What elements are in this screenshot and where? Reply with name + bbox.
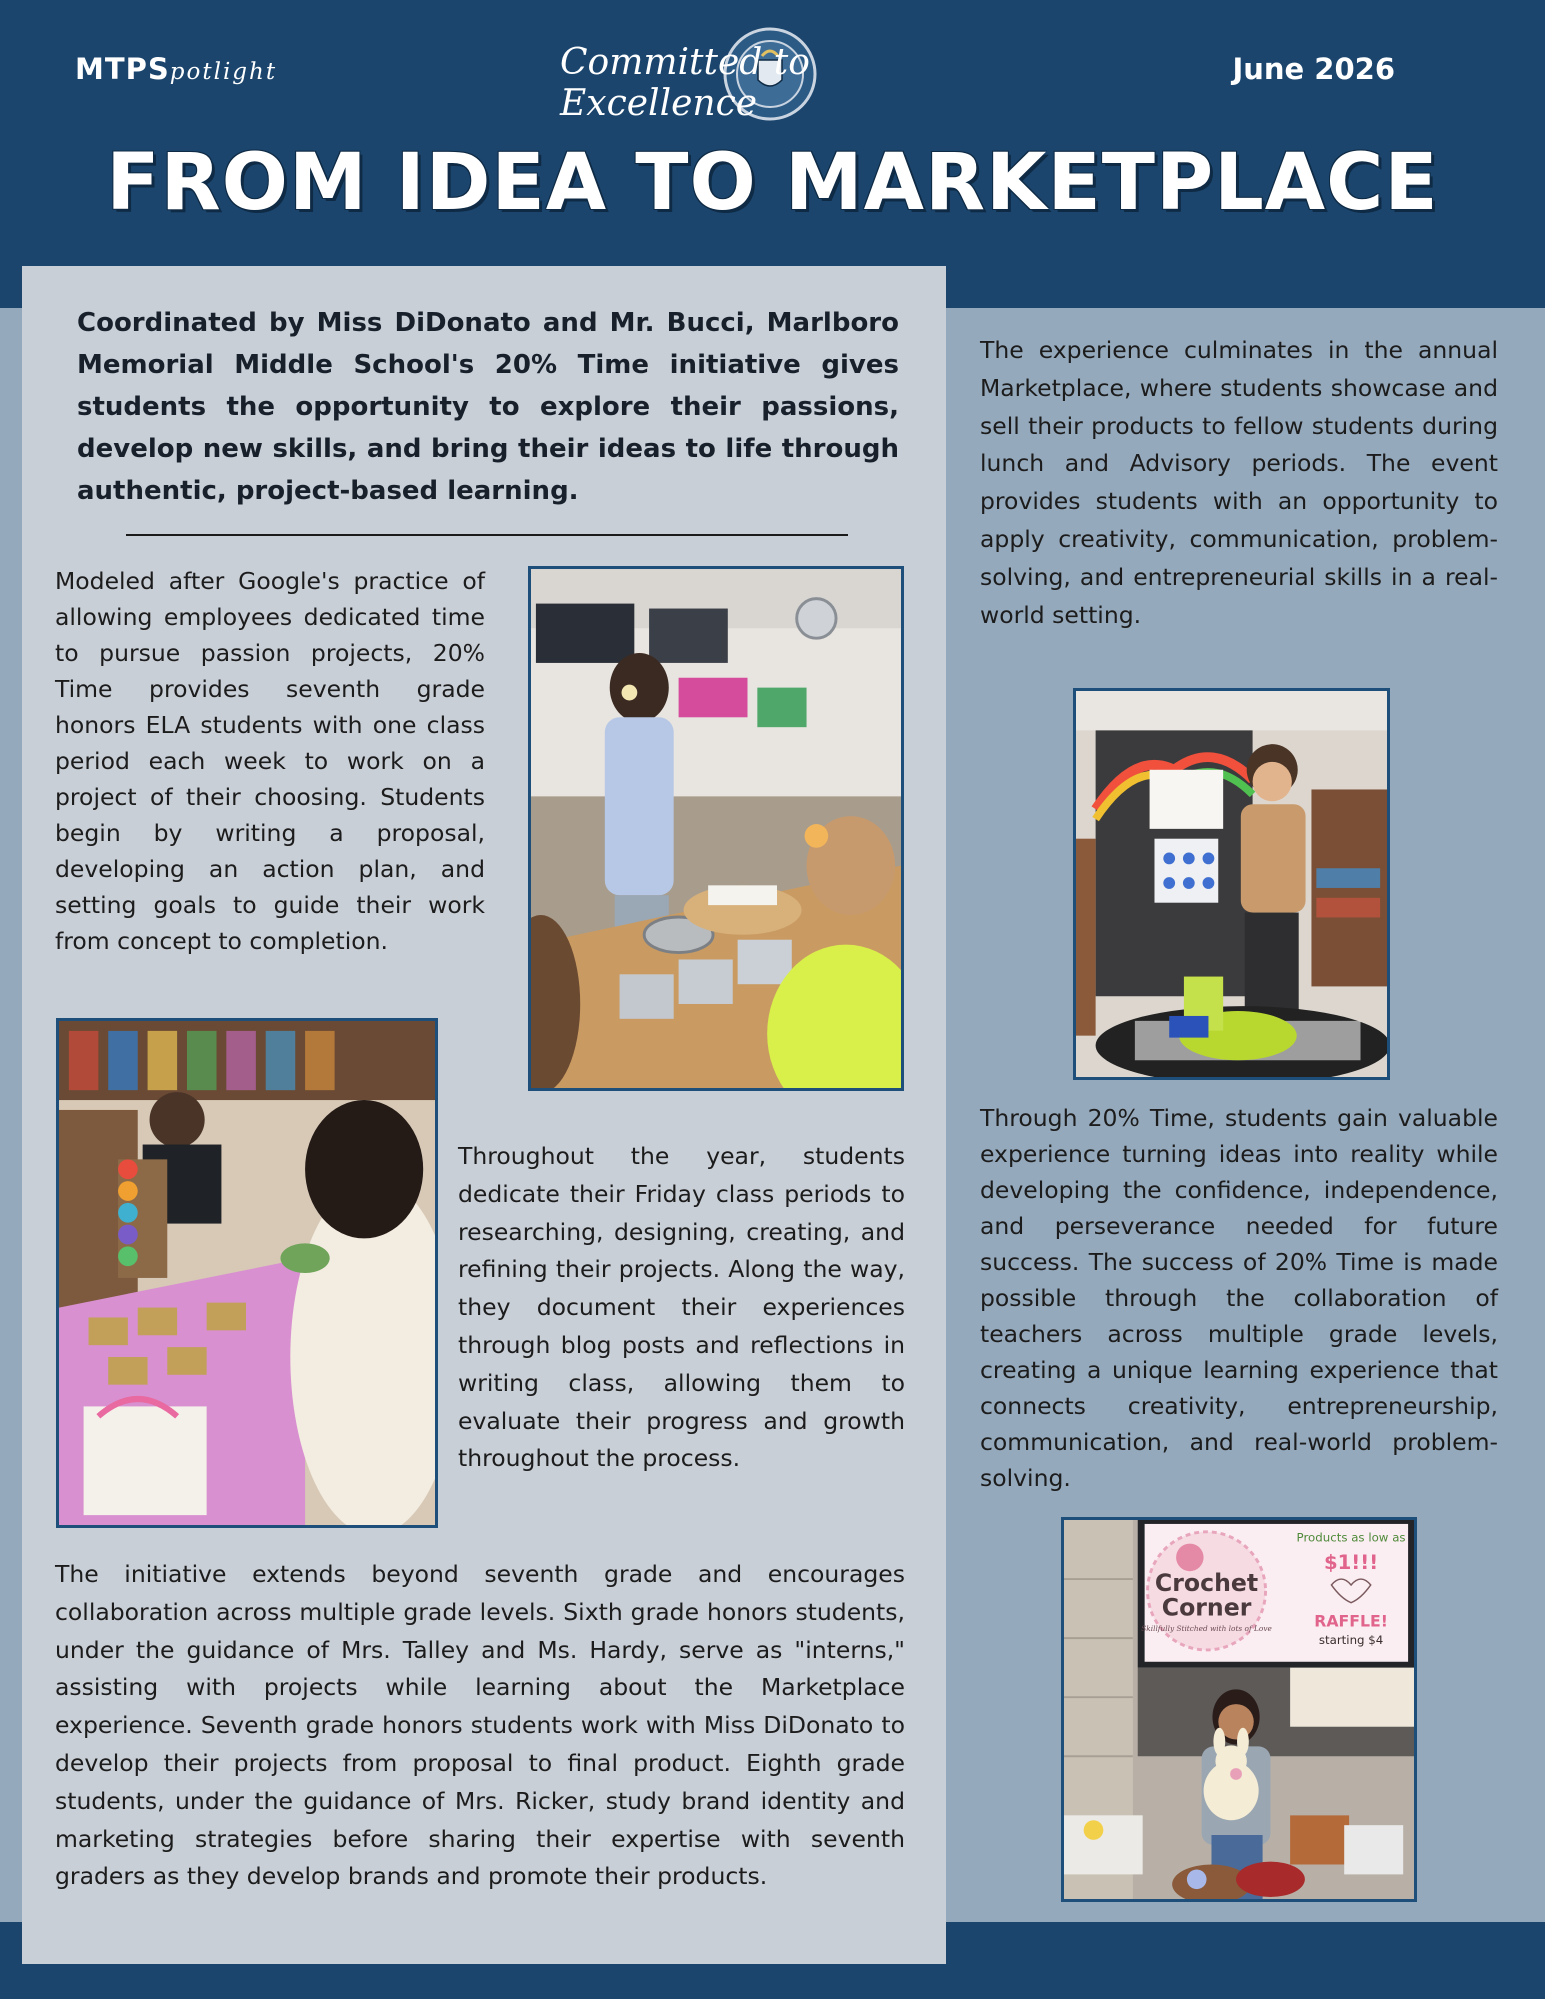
left-paragraph-1: Modeled after Google's practice of allowing employees dedicated time to pursue passion projects, 20% Time provides seventh grade honors ELA students with one class period each week to work on a project of their choosing. Students begin by writing a proposal, developing an action plan, and setting goals to guide their work from concept to completion.	[55, 567, 485, 955]
brand-script: potlight	[169, 59, 278, 85]
photo-classroom-table	[528, 566, 904, 1091]
photo-crochet-corner	[1061, 1517, 1417, 1902]
page-title: FROM IDEA TO MARKETPLACE	[106, 138, 1439, 228]
crochet-sign-promo: Products as low as	[1296, 1530, 1406, 1545]
intro-paragraph: Coordinated by Miss DiDonato and Mr. Bucci, Marlboro Memorial Middle School's 20% Time initiative gives students the opportunity to explore their passions, develop new skills, and bring their ideas to life through authentic, project-based learning.	[77, 308, 899, 506]
crochet-sign-raffle-price: starting $4	[1318, 1633, 1384, 1648]
crochet-sign-tagline: Skillfully Stitched with lots of Love	[1141, 1624, 1272, 1634]
left-paragraph-2: Throughout the year, students dedicate their Friday class periods to researching, designing, creating, and refining their projects. Along the way, they document their experiences through blog posts and reflections in writing class, allowing them to evaluate their progress and growth throughout the process.	[458, 1142, 905, 1473]
crochet-sign-title-1: Crochet	[1154, 1568, 1259, 1597]
crochet-sign-title-2: Corner	[1161, 1593, 1252, 1622]
motto-text: Committed to Excellence	[560, 42, 810, 124]
right-paragraph-1: The experience culminates in the annual Marketplace, where students showcase and sell their products to fellow students during lunch and Advisory periods. The event provides students with an opportunity to apply creativity, communication, problem-solving, and entrepreneurial skills in a real-world setting.	[980, 336, 1498, 629]
issue-date: June 2026	[1232, 52, 1395, 86]
motto	[560, 38, 980, 128]
photo-button-maker	[1073, 688, 1390, 1080]
left-paragraph-3: The initiative extends beyond seventh grade and encourages collaboration across multiple grade levels. Sixth grade honors students, under the guidance of Mrs. Talley and Ms. Hardy, serve as "interns," assisting with projects while learning about the Marketplace experience. Seventh grade honors students work with Miss DiDonato to develop their projects from proposal to final product. Eighth grade students, under the guidance of Mrs. Ricker, study brand identity and marketing strategies before sharing their expertise with seventh graders as they develop brands and promote their products.	[55, 1560, 905, 1891]
brand-main: MTPS	[75, 52, 170, 86]
crochet-sign-raffle: RAFFLE!	[1314, 1611, 1388, 1631]
right-paragraph-2: Through 20% Time, students gain valuable experience turning ideas into reality while developing the confidence, independence, and perseverance needed for future success. The success of 20% Time is made possible through the collaboration of teachers across multiple grade levels, creating a unique learning experience that connects creativity, entrepreneurship, communication, and real-world problem-solving.	[980, 1104, 1498, 1492]
crochet-sign-price: $1!!!	[1323, 1551, 1379, 1575]
divider	[126, 534, 848, 536]
photo-bracelet-stand	[56, 1018, 438, 1528]
brand-logo	[75, 52, 277, 86]
